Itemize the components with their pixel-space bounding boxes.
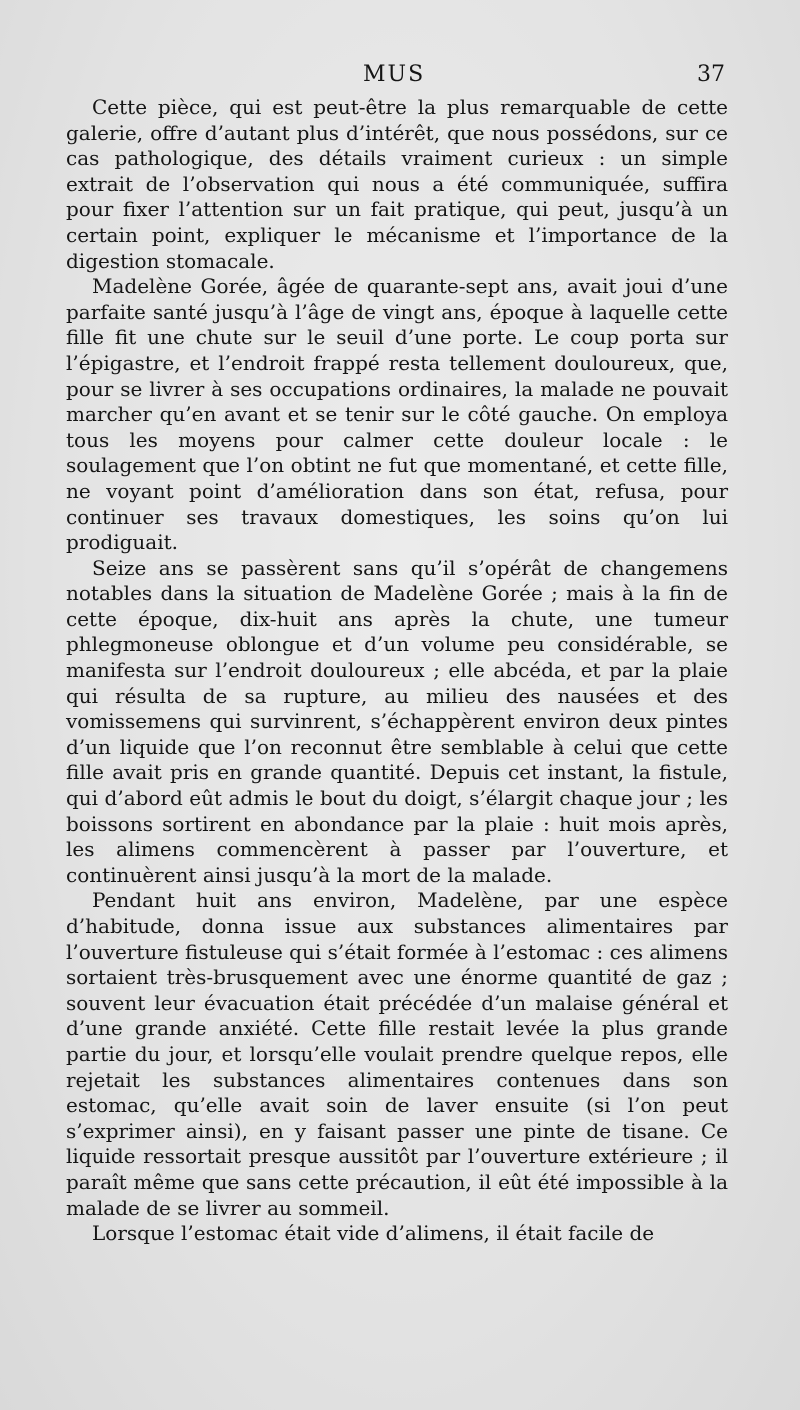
running-head xyxy=(0,60,800,90)
paragraph: Madelène Gorée, âgée de quarante-sept ans, avait joui d’une parfaite santé jusqu’à l’âge de vingt ans, époque à laquelle cette fille fit une chute sur le seuil d’une porte. Le coup porta sur l’épigastre, et l’endroit frappé resta tellement douloureux, que, pour se livrer à ses occupations ordinaires, la malade ne pouvait marcher qu’en avant et se tenir sur le côté gauche. On employa tous les moyens pour calmer cette douleur locale : le soulagement que l’on obtint ne fut que momentané, et cette fille, ne voyant point d’amélioration dans son état, refusa, pour continuer ses travaux domestiques, les soins qu’on lui prodiguait. xyxy=(66,274,728,555)
paragraph: Pendant huit ans environ, Madelène, par une espèce d’habitude, donna issue aux substances alimentaires par l’ouverture fistuleuse qui s’était formée à l’estomac : ces alimens sortaient très-brusquement avec une énorme quantité de gaz ; souvent leur évacuation était précédée d’un malaise général et d’une grande anxiété. Cette fille restait levée la plus grande partie du jour, et lorsqu’elle voulait prendre quelque repos, elle rejetait les substances alimentaires contenues dans son estomac, qu’elle avait soin de laver ensuite (si l’on peut s’exprimer ainsi), en y faisant passer une pinte de tisane. Ce liquide ressortait presque aussitôt par l’ouverture extérieure ; il paraît même que sans cette précaution, il eût été impossible à la malade de se livrer au sommeil. xyxy=(66,888,728,1220)
page-number: 37 xyxy=(697,62,725,87)
paragraph: Cette pièce, qui est peut-être la plus remarquable de cette galerie, offre d’autant plus d’intérêt, que nous possédons, sur ce cas pathologique, des détails vraiment curieux : un simple extrait de l’observation qui nous a été communiquée, suffira pour fixer l’attention sur un fait pratique, qui peut, jusqu’à un certain point, expliquer le mécanisme et l’importance de la digestion stomacale. xyxy=(66,95,728,273)
paragraph: Lorsque l’estomac était vide d’alimens, il était facile de xyxy=(92,1221,655,1246)
paragraph: Seize ans se passèrent sans qu’il s’opérât de changemens notables dans la situation de Madelène Gorée ; mais à la fin de cette époque, dix-huit ans après la chute, une tumeur phlegmoneuse oblongue et d’un volume peu considérable, se manifesta sur l’endroit douloureux ; elle abcéda, et par la plaie qui résulta de sa rupture, au milieu des nausées et des vomissemens qui survinrent, s’échappèrent environ deux pintes d’un liquide que l’on reconnut être semblable à celui que cette fille avait pris en grande quantité. Depuis cet instant, la fistule, qui d’abord eût admis le bout du doigt, s’élargit chaque jour ; les boissons sortirent en abondance par la plaie : huit mois après, les alimens commencèrent à passer par l’ouverture, et continuèrent ainsi jusqu’à la mort de la malade. xyxy=(66,555,728,887)
body-text xyxy=(66,95,728,1247)
running-head-title: MUS xyxy=(363,62,426,87)
